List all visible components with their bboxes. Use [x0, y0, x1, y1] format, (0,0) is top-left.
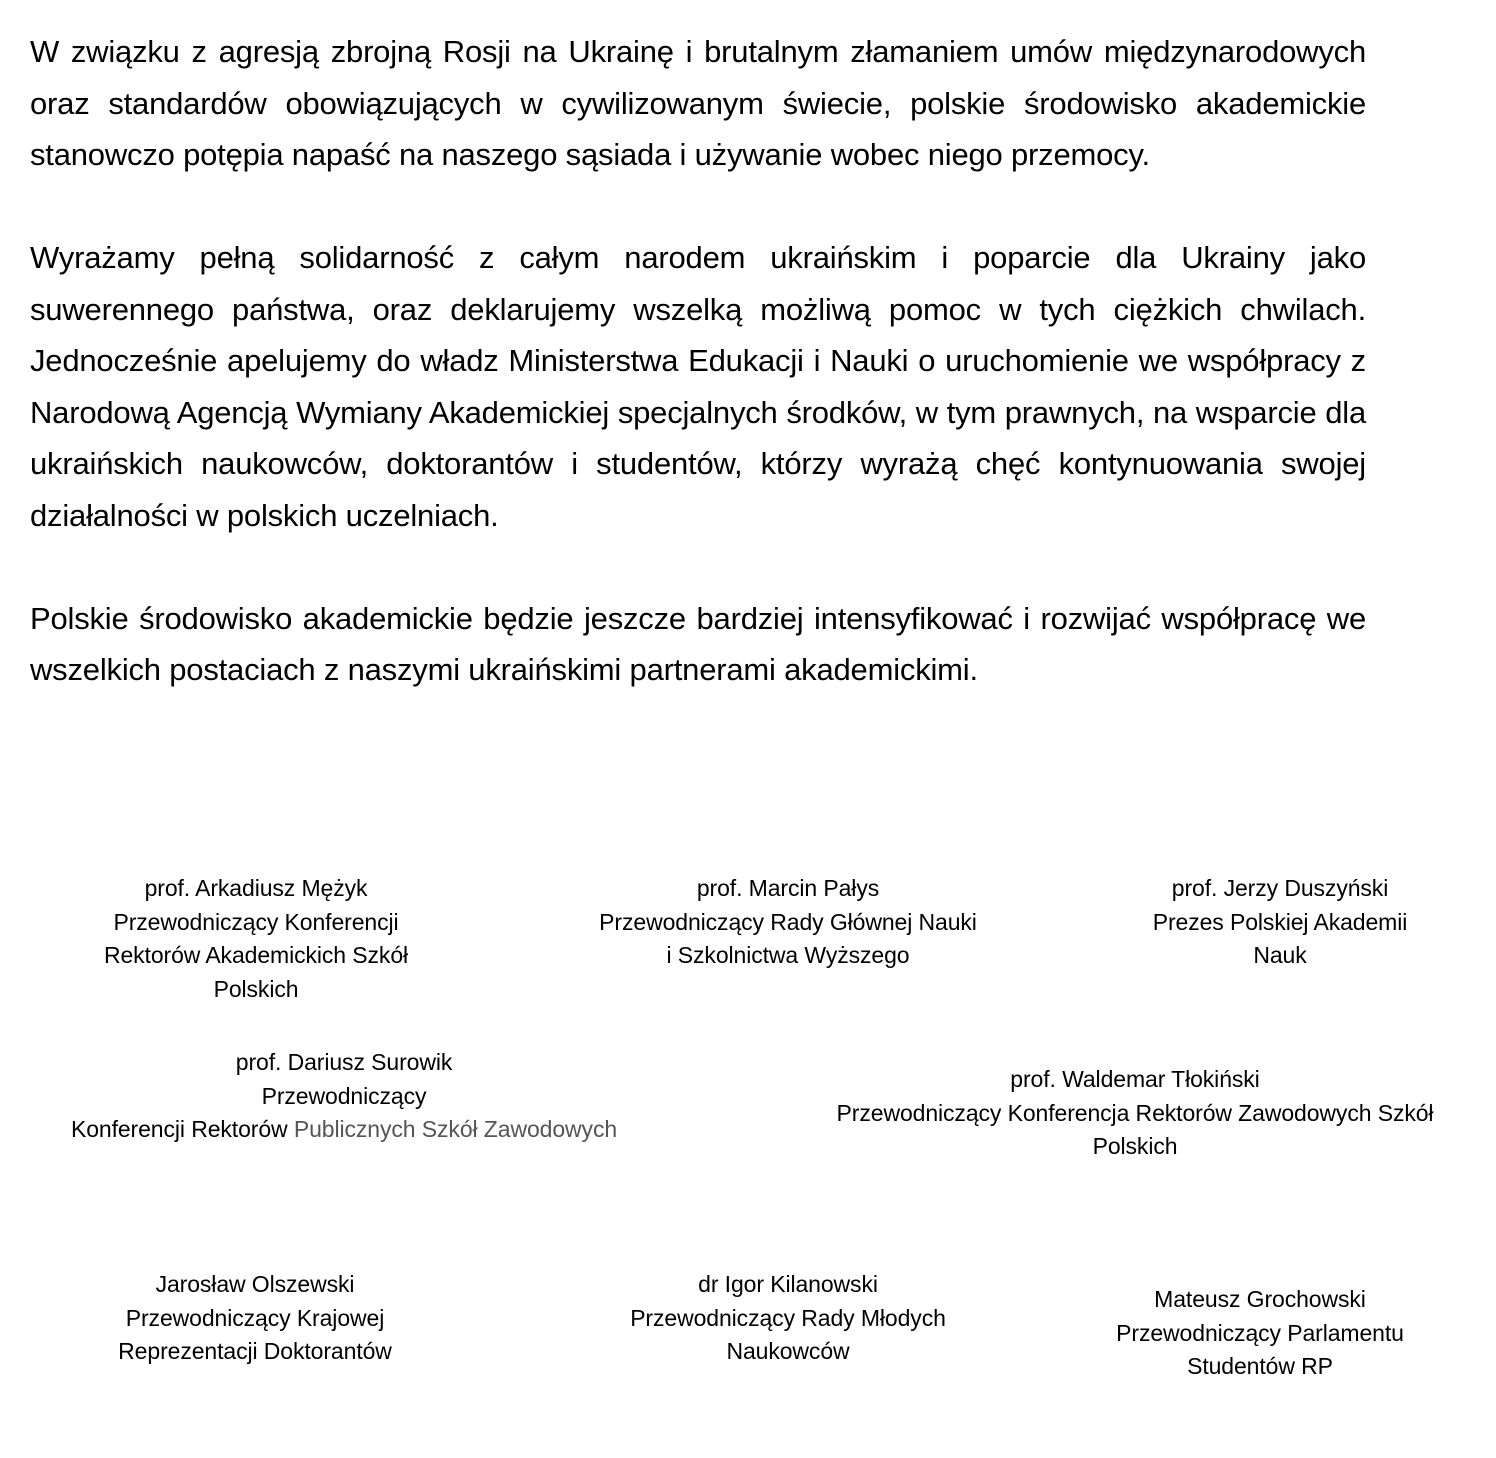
signatory-name: prof. Marcin Pałys [696, 875, 880, 901]
signatory-role-line: i Szkolnictwa Wyższego [666, 942, 910, 968]
signature-block-tlokinski [780, 1063, 1490, 1164]
signatory-name: Jarosław Olszewski [155, 1271, 355, 1297]
signatory-role-line: Rektorów Akademickich Szkół [103, 942, 409, 968]
signatory-role-line: Przewodniczący Parlamentu [1116, 1319, 1404, 1346]
signatory-name: dr Igor Kilanowski [698, 1271, 878, 1297]
signatory-name: prof. Jerzy Duszyński [1171, 875, 1389, 901]
signatory-name: Mateusz Grochowski [1154, 1286, 1366, 1312]
signatory-role-part: Publicznych Szkół Zawodowych [293, 1116, 618, 1142]
statement-paragraph-2: Wyrażamy pełną solidarność z całym narodem ukraińskim i poparcie dla Ukrainy jako suwerennego państwa, oraz deklarujemy wszelką możliwą pomoc w tych ciężkich chwilach. Jednocześnie apelujemy do władz Ministerstwa Edukacji i Nauki o uruchomienie we współpracy z Narodową Agencją Wymiany Akademickiej specjalnych środków, w tym prawnych, na wsparcie dla ukraińskich naukowców, doktorantów i studentów, którzy wyrażą chęć kontynuowania swojej działalności w polskich uczelniach. [30, 240, 1366, 533]
signatory-role-line: Reprezentacji Doktorantów [118, 1338, 392, 1364]
signatory-name: prof. Arkadiusz Mężyk [144, 875, 368, 901]
signatory-name: prof. Waldemar Tłokiński [1010, 1066, 1260, 1092]
signatory-role-line: Polskich [213, 975, 299, 1002]
signatory-role-line: Naukowców [726, 1338, 850, 1364]
signatory-role-line: Prezes Polskiej Akademii [1152, 908, 1408, 935]
signature-block-duszynski [1110, 872, 1450, 973]
signature-block-olszewski [70, 1268, 440, 1369]
signatory-role-line: Nauk [1253, 942, 1307, 968]
signature-block-kilanowski [588, 1268, 988, 1369]
signature-block-surowik [14, 1046, 674, 1147]
signatory-role-line: Przewodniczący Rady Głównej Nauki [599, 908, 977, 935]
signature-block-palys [548, 872, 1028, 973]
signature-block-mezyk [56, 872, 456, 1006]
signatory-role-line: Przewodniczący [261, 1082, 427, 1109]
signatory-role-line: Studentów RP [1187, 1353, 1333, 1379]
signatory-role-line: Przewodniczący Krajowej [125, 1304, 385, 1331]
signatory-role-line: Przewodniczący Konferencja Rektorów Zawodowych Szkół [836, 1099, 1434, 1126]
signatory-name: prof. Dariusz Surowik [235, 1049, 453, 1075]
statement-body [30, 26, 1366, 696]
signatory-role-line: Przewodniczący Rady Młodych [630, 1304, 946, 1331]
signatory-role-line: Polskich [1092, 1133, 1178, 1159]
signatory-role-line [14, 1113, 674, 1147]
statement-paragraph-1: W związku z agresją zbrojną Rosji na Ukrainę i brutalnym złamaniem umów międzynarodowych oraz standardów obowiązujących w cywilizowanym świecie, polskie środowisko akademickie stanowczo potępia napaść na naszego sąsiada i używanie wobec niego przemocy. [30, 34, 1366, 172]
signature-block-grochowski [1080, 1283, 1440, 1384]
signatory-role-part: Konferencji Rektorów [70, 1116, 288, 1142]
signatory-role-line: Przewodniczący Konferencji [113, 908, 399, 935]
statement-paragraph-3: Polskie środowisko akademickie będzie jeszcze bardziej intensyfikować i rozwijać współpracę we wszelkich postaciach z naszymi ukraińskimi partnerami akademickimi. [30, 600, 1366, 687]
